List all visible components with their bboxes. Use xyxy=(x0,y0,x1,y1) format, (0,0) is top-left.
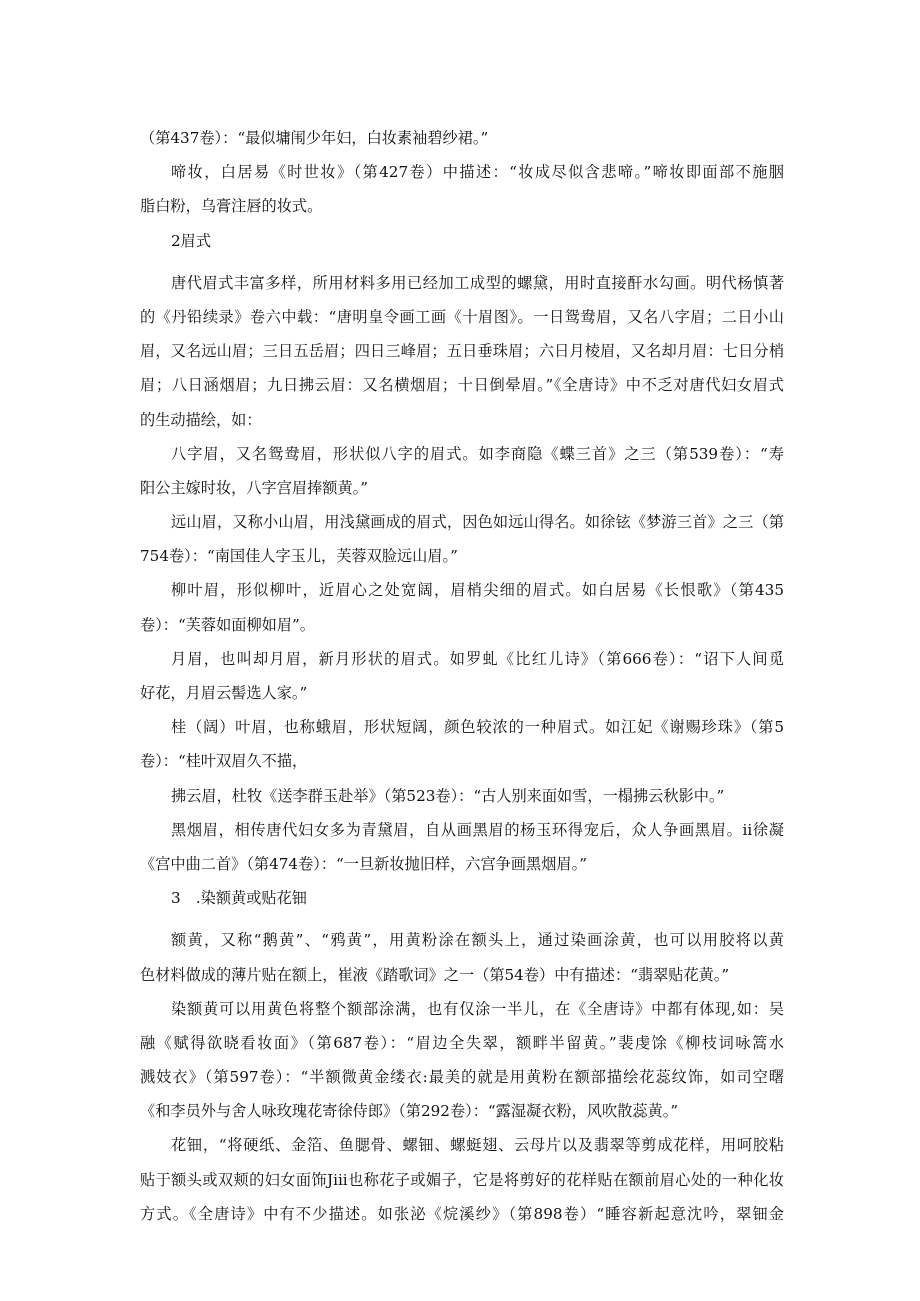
text-line: 脂白粉，乌膏注唇的妆式。 xyxy=(140,197,323,216)
text-line: 754卷）：“南国佳人字玉儿，芙蓉双脸远山眉。” xyxy=(140,547,458,566)
text-line: 好花，月眉云髻选人家。” xyxy=(140,684,308,702)
text-line: 的《丹铅续录》卷六中载：“唐明皇令画工画《十眉图》。一日鸳鸯眉，又名八字眉；二日小山 xyxy=(140,307,784,326)
text-line: 方式。《全唐诗》中有不少描述。如张泌《烷溪纱》（第898卷）“睡容新起意沈吟，翠钿金 xyxy=(140,1204,784,1223)
text-line: 的生动描绘，如： xyxy=(140,410,262,429)
text-line: 溅妓衣》（第597卷）：“半额微黄金缕衣:最美的就是用黄粉在额部描绘花蕊纹饰，如司空曙 xyxy=(140,1068,784,1087)
text-line: 额黄，又称“鹅黄”、“鸦黄”，用黄粉涂在额头上，通过染画涂黄，也可以用胶将以黄 xyxy=(171,931,784,950)
text-line: 贴于额头或双颊的妇女面饰Jiii也称花子或媚子，它是将剪好的花样贴在额前眉心处的一种化妆 xyxy=(140,1170,784,1189)
text-line: 桂（阔）叶眉，也称蛾眉，形状短阔，颜色较浓的一种眉式。如江妃《谢赐珍珠》（第5 xyxy=(171,718,784,737)
text-line: （第437卷）：“最似墉闱少年妇，白妆素袖碧纱裙。” xyxy=(140,129,489,147)
text-line: 卷）：“桂叶双眉久不描， xyxy=(140,752,308,771)
text-line: 阳公主嫁时妆，八字宫眉捧额黄。” xyxy=(140,478,368,497)
text-line: 眉，又名远山眉；三日五岳眉；四日三峰眉；五日垂珠眉；六日月棱眉，又名却月眉：七日分梢 xyxy=(140,342,784,361)
text-line: 柳叶眉，形似柳叶，近眉心之处宽阔，眉梢尖细的眉式。如白居易《长恨歌》（第435 xyxy=(171,581,784,600)
text-line: 《和李员外与舍人咏玫瑰花寄徐侍郎》（第292卷）：“露湿凝衣粉，风吹散蕊黄。” xyxy=(140,1102,679,1121)
text-line: 眉；八日涵烟眉；九日拂云眉：又名横烟眉；十日倒晕眉。”《全唐诗》中不乏对唐代妇女眉式 xyxy=(140,376,784,395)
text-line: 啼妆，白居易《时世妆》（第427卷）中描述：“妆成尽似含悲啼。”啼妆即面部不施胭 xyxy=(171,163,784,182)
text-line: 色材料做成的薄片贴在额上，崔液《踏歌词》之一（第54卷）中有描述：“翡翠贴花黄。” xyxy=(140,965,730,984)
text-line: 唐代眉式丰富多样，所用材料多用已经加工成型的螺黛，用时直接酐水勾画。明代杨慎著 xyxy=(171,273,784,292)
document-body xyxy=(140,121,784,1231)
section-heading-eyebrows: 2眉式 xyxy=(171,231,212,250)
section-heading-forehead: 3 .染额黄或贴花钿 xyxy=(171,889,307,908)
text-line: 《宫中曲二首》（第474卷）：“一旦新妆抛旧样，六宫争画黑烟眉。” xyxy=(140,854,587,873)
text-line: 远山眉，又称小山眉，用浅黛画成的眉式，因色如远山得名。如徐铉《梦游三首》之三（第 xyxy=(171,513,784,532)
text-line: 染额黄可以用黄色将整个额部涂满，也有仅涂一半儿，在《全唐诗》中都有体现,如：吴 xyxy=(171,999,784,1018)
text-line: 花钿，“将硬纸、金箔、鱼腮骨、螺钿、螺蜓翅、云母片以及翡翠等剪成花样，用呵胶粘 xyxy=(171,1136,784,1155)
text-line: 八字眉，又名鸳鸯眉，形状似八字的眉式。如李商隐《蝶三首》之三（第539卷）：“寿 xyxy=(171,444,784,463)
text-line: 月眉，也叫却月眉，新月形状的眉式。如罗虬《比红儿诗》（第666卷）：“诏下人间觅 xyxy=(171,649,784,668)
text-line: 卷）：“芙蓉如面柳如眉”。 xyxy=(140,615,315,634)
text-line: 拂云眉，杜牧《送李群玉赴举》（第523卷）：“古人别来面如雪，一榻拂云秋影中。” xyxy=(171,786,725,805)
text-line: 融《赋得欲晓看妆面》（第687卷）：“眉边全失翠，额畔半留黄。”裴虔馀《柳枝词咏篙水 xyxy=(140,1033,784,1052)
text-line: 黑烟眉，相传唐代妇女多为青黛眉，自从画黑眉的杨玉环得宠后，众人争画黑眉。ii徐凝 xyxy=(171,820,784,839)
